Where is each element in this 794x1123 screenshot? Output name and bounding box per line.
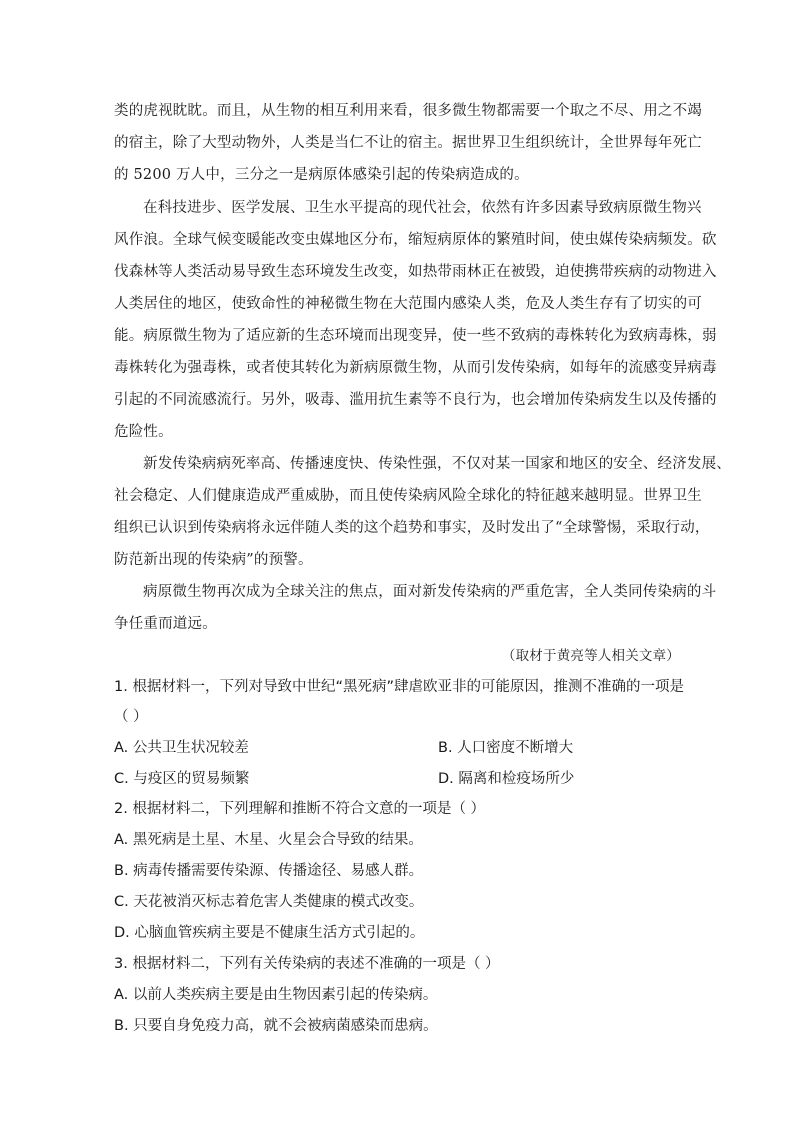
option-b: B. 人口密度不断增大 [438,740,574,756]
passage-source: （取材于黄亮等人相关文章） [501,648,680,664]
passage-line: 病原微生物再次成为全球关注的焦点，面对新发传染病的严重危害，全人类同传染病的斗 [143,584,717,600]
passage-line: 毒株转化为强毒株，或者使其转化为新病原微生物，从而引发传染病，如每年的流感变异病毒 [114,360,717,376]
passage-line: 社会稳定、人们健康造成严重威胁，而且使传染病风险全球化的特征越来越明显。世界卫生 [114,488,702,504]
passage-line: 的 5200 万人中，三分之一是病原体感染引起的传染病造成的。 [114,167,529,183]
answer-parentheses: （ ） [114,709,148,725]
passage-line: 的宿主，除了大型动物外，人类是当仁不让的宿主。据世界卫生组织统计，全世界每年死亡 [114,135,702,151]
passage-line: 类的虎视眈眈。而且，从生物的相互利用来看，很多微生物都需要一个取之不尽、用之不竭 [114,103,702,119]
option-c: C. 天花被消灭标志着危害人类健康的模式改变。 [114,894,424,910]
option-d: D. 心脑血管疾病主要是不健康生活方式引起的。 [114,925,425,941]
passage-line: 在科技进步、医学发展、卫生水平提高的现代社会，依然有许多因素导致病原微生物兴 [143,200,702,216]
option-b: B. 只要自身免疫力高，就不会被病菌感染而患病。 [114,1018,438,1034]
passage-line: 组织已认识到传染病将永远伴随人类的这个趋势和事实，及时发出了“全球警惕，采取行动， [114,520,710,536]
option-a: A. 公共卫生状况较差 [114,740,249,756]
option-a: A. 以前人类疾病主要是由生物因素引起的传染病。 [114,987,438,1003]
question-stem: 1. 根据材料一，下列对导致中世纪“黑死病”肆虐欧亚非的可能原因，推测不准确的一项是 [114,679,684,695]
option-d: D. 隔离和检疫场所少 [438,771,575,787]
option-b: B. 病毒传播需要传染源、传播途径、易感人群。 [114,863,424,879]
passage-line: 人类居住的地区，使致命性的神秘微生物在大范围内感染人类，危及人类生存有了切实的可 [114,296,702,312]
passage-line: 伐森林等人类活动易导致生态环境发生改变，如热带雨林正在被毁，迫使携带疾病的动物进入 [114,264,717,280]
question-stem: 2. 根据材料二，下列理解和推断不符合文意的一项是（ ） [114,801,486,817]
passage-line: 争任重而道远。 [114,616,217,632]
passage-line: 能。病原微生物为了适应新的生态环境而出现变异，使一些不致病的毒株转化为致病毒株，弱 [114,328,717,344]
passage-line: 引起的不同流感流行。另外，吸毒、滥用抗生素等不良行为，也会增加传染病发生以及传播的 [114,392,717,408]
option-c: C. 与疫区的贸易频繁 [114,771,250,787]
question-stem: 3. 根据材料二，下列有关传染病的表述不准确的一项是（ ） [114,956,500,972]
passage-line: 风作浪。全球气候变暖能改变虫媒地区分布，缩短病原体的繁殖时间，使虫媒传染病频发。砍 [114,232,717,248]
passage-line: 危险性。 [114,424,173,440]
passage-line: 新发传染病病死率高、传播速度快、传染性强，不仅对某一国家和地区的安全、经济发展、 [143,456,731,472]
option-a: A. 黑死病是土星、木星、火星会合导致的结果。 [114,832,423,848]
passage-line: 防范新出现的传染病”的预警。 [114,552,313,568]
